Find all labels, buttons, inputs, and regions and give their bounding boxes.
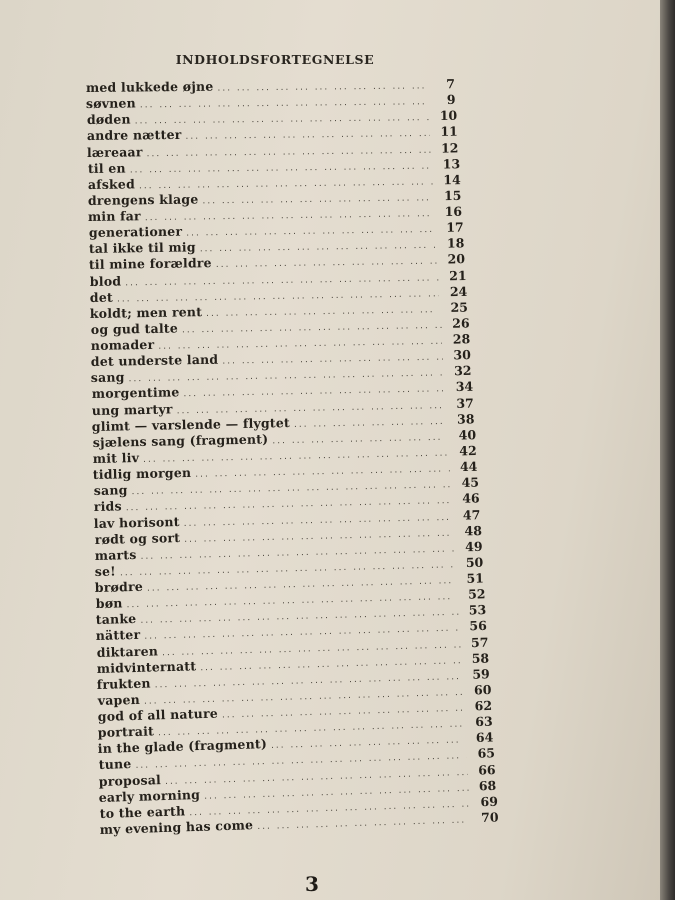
toc-entry-page: 66 [478, 761, 496, 778]
toc-entry-title: tanke [95, 611, 137, 628]
toc-entry-title: læreaar [87, 143, 143, 160]
toc-entry-page: 21 [448, 267, 467, 283]
toc-entry-page: 44 [460, 458, 478, 475]
toc-entry-page: 25 [450, 299, 469, 315]
toc-entry-title: se! [94, 563, 117, 579]
toc-entry-page: 28 [452, 331, 471, 347]
toc-entry-title: drengens klage [87, 191, 199, 208]
toc-entry-title: midvinternatt [96, 658, 197, 676]
toc-entry-title: det [89, 289, 114, 305]
toc-entry-title: sjælens sang (fragment) [92, 431, 269, 450]
toc-entry-title: frukten [96, 675, 152, 692]
toc-entry-title: god of all nature [97, 705, 218, 725]
toc-entry-page: 30 [453, 347, 472, 363]
toc-entry-page: 60 [473, 682, 492, 698]
toc-entry-title: my evening has come [99, 817, 254, 838]
toc-entry-title: det underste land [90, 351, 219, 370]
toc-entry-page: 37 [456, 395, 475, 411]
toc-entry-title: rids [93, 498, 122, 515]
toc-entry-page: 16 [444, 203, 463, 219]
toc-entry-page: 9 [447, 92, 456, 108]
toc-entry-page: 70 [480, 809, 499, 826]
toc-entry-title: marts [94, 546, 137, 563]
toc-entry-title: andre nætter [86, 127, 182, 144]
toc-entry-page: 64 [476, 729, 495, 746]
toc-entry-title: afsked [87, 176, 135, 192]
toc-entry-title: mit liv [92, 450, 140, 467]
toc-entry-title: proposal [98, 771, 162, 789]
toc-entry-page: 34 [455, 379, 474, 395]
toc-entry-page: 12 [441, 139, 459, 156]
toc-entry-title: brødre [95, 578, 144, 596]
toc-entry-page: 51 [466, 570, 485, 586]
toc-entry-page: 10 [439, 108, 457, 124]
toc-entry-page: 69 [479, 793, 498, 810]
toc-entry-title: generationer [88, 223, 183, 241]
toc-entry-title: ung martyr [91, 401, 173, 418]
toc-entry-page: 53 [468, 602, 487, 618]
toc-entry-page: 50 [465, 554, 484, 570]
toc-entry-title: til mine forældre [89, 255, 213, 273]
toc-entry-page: 17 [445, 219, 464, 235]
toc-entry-page: 32 [454, 363, 473, 379]
toc-entry-title: in the glade (fragment) [98, 736, 268, 757]
toc-entry-title: lav horisont [93, 513, 181, 531]
toc-entry-page: 52 [467, 586, 486, 602]
toc-entry-page: 24 [449, 283, 468, 299]
toc-entry-title: morgentime [91, 384, 180, 402]
toc-entry-title: og gud talte [90, 320, 178, 337]
toc-entry-title: sang [93, 482, 128, 499]
toc-entry-page: 68 [479, 777, 497, 794]
toc-entry-page: 14 [443, 171, 461, 188]
toc-entry-page: 26 [451, 315, 470, 331]
toc-entry-title: søvnen [86, 95, 137, 112]
toc-entry-page: 62 [474, 697, 493, 714]
toc-entry-page: 63 [475, 713, 494, 730]
toc-entry-page: 45 [461, 474, 479, 491]
toc-entry-page: 40 [458, 427, 476, 443]
toc-entry-title: koldt; men rent [89, 303, 203, 321]
toc-entry-title: diktaren [96, 642, 158, 660]
toc-entry-title: min far [88, 208, 142, 225]
page-folio: 3 [305, 872, 319, 896]
toc-entry-page: 42 [459, 442, 477, 459]
toc-entry-title: early morning [98, 786, 201, 805]
toc-entry-title: rødt og sort [94, 529, 180, 547]
toc-entry-title: med lukkede øjne [85, 78, 214, 96]
toc-entry-title: tal ikke til mig [88, 239, 196, 257]
toc-entry-page: 56 [469, 618, 488, 634]
toc-entry-page: 13 [442, 155, 460, 172]
page-heading: INDHOLDSFORTEGNELSE [175, 52, 375, 67]
toc-entry-page: 47 [462, 506, 481, 523]
toc-entry-title: tidlig morgen [92, 465, 192, 483]
toc-entry-page: 46 [462, 490, 480, 507]
toc-entry-title: vapen [97, 691, 140, 708]
toc-entry-title: to the earth [99, 803, 186, 821]
toc-entry-title: bøn [95, 595, 123, 612]
toc-entry-page: 11 [440, 124, 458, 140]
toc-entry-page: 18 [446, 235, 465, 251]
toc-entry-page: 7 [446, 76, 455, 92]
toc-entry-page: 20 [447, 251, 466, 267]
toc-entry-page: 59 [472, 666, 491, 682]
toc-entry-page: 65 [477, 745, 495, 762]
toc-entry-title: tune [98, 756, 132, 773]
toc-entry-title: portrait [97, 723, 155, 741]
page-edge [660, 0, 675, 900]
toc-entry-title: nomader [90, 336, 155, 354]
toc-entry-page: 15 [444, 187, 462, 204]
toc-entry-title: til en [87, 160, 126, 176]
toc-entry-title: glimt — varslende — flygtet [92, 414, 291, 434]
toc-entry-title: sang [91, 369, 126, 386]
toc-entry-title: døden [86, 111, 131, 128]
toc-entry-page: 57 [470, 634, 489, 650]
toc-entry-title: nätter [95, 627, 141, 644]
toc-dot-leader [257, 815, 471, 832]
toc-entry-page: 38 [457, 411, 475, 427]
toc-entry-page: 48 [463, 522, 482, 539]
toc-entry-title: blod [89, 273, 121, 289]
toc-entry-page: 49 [464, 538, 483, 555]
toc-entry-page: 58 [471, 650, 490, 666]
